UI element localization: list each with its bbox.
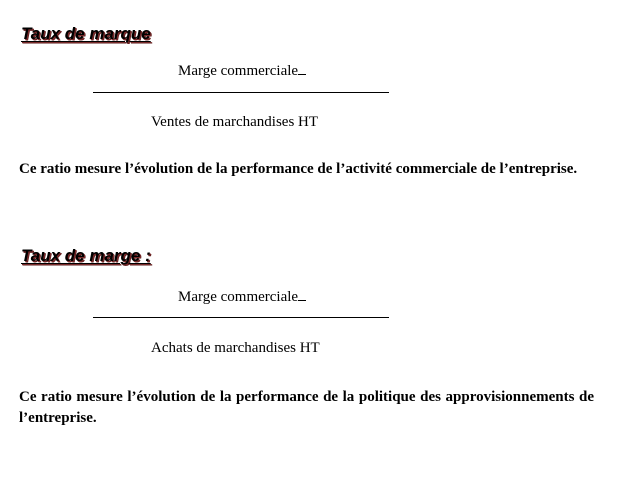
section2-heading: Taux de marge : [21,246,151,265]
section1-heading: Taux de marque [21,24,151,43]
section2-fraction-bar [93,317,389,318]
section1-numerator-underline [298,62,306,75]
section2-denominator: Achats de marchandises HT [151,340,320,356]
section1-description: Ce ratio mesure l’évolution de la performance de l’activité commerciale de l’entreprise. [19,161,578,177]
section1-fraction-bar [93,92,389,93]
section1-numerator-text: Marge commerciale [178,63,299,79]
section2-numerator-text: Marge commerciale [178,289,299,305]
section2-description: Ce ratio mesure l’évolution de la performance de la politique des approvisionnements de l’entreprise. [19,389,594,426]
section2-numerator [178,288,306,306]
section1-numerator [178,62,306,80]
section2-numerator-underline [298,288,306,301]
section1-denominator: Ventes de marchandises HT [151,114,319,130]
